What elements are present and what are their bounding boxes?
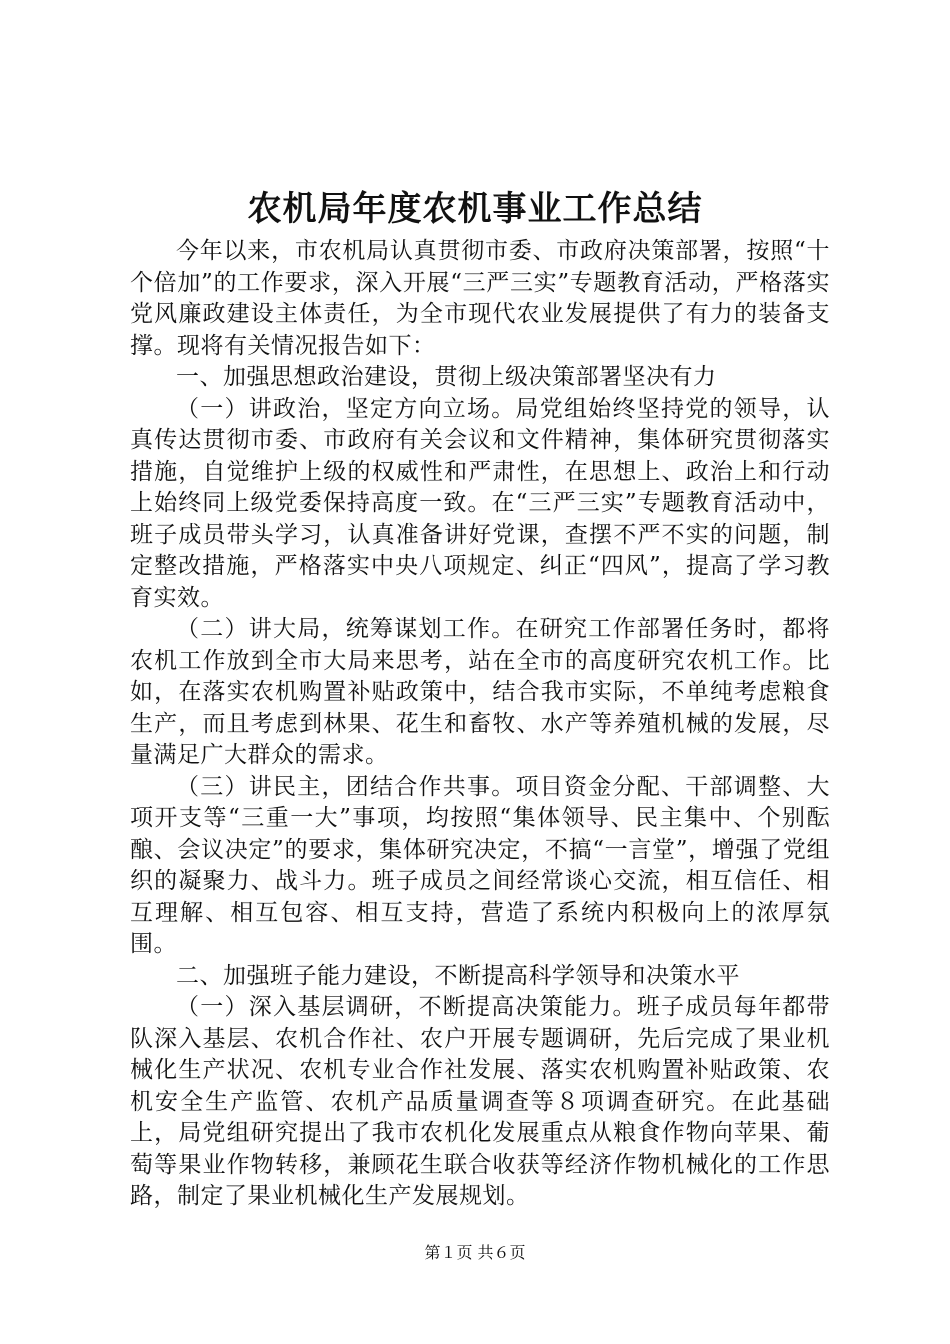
intro-paragraph: 今年以来，市农机局认真贯彻市委、市政府决策部署，按照“十个倍加”的工作要求，深入开展“三严三实”专题教育活动，严格落实党风廉政建设主体责任，为全市现代农业发展提供了有力的装备支撑。现将有关情况报告如下：	[130, 238, 830, 359]
paragraph-politics: （一）讲政治，坚定方向立场。局党组始终坚持党的领导，认真传达贯彻市委、市政府有关会议和文件精神，集体研究贯彻落实措施，自觉维护上级的权威性和严肃性，在思想上、政治上和行动上始终同上级党委保持高度一致。在“三严三实”专题教育活动中，班子成员带头学习，认真准备讲好党课，查摆不严不实的问题，制定整改措施，严格落实中央八项规定、纠正“四风”，提高了学习教育实效。	[130, 395, 830, 611]
paragraph-research: （一）深入基层调研，不断提高决策能力。班子成员每年都带队深入基层、农机合作社、农户开展专题调研，先后完成了果业机械化生产状况、农机专业合作社发展、落实农机购置补贴政策、农机安全生产监管、农机产品质量调查等８项调查研究。在此基础上，局党组研究提出了我市农机化发展重点从粮食作物向苹果、葡萄等果业作物转移，兼顾花生联合收获等经济作物机械化的工作思路，制定了果业机械化生产发展规划。	[130, 994, 830, 1209]
document-body	[130, 236, 830, 1213]
paragraph-democracy: （三）讲民主，团结合作共事。项目资金分配、干部调整、大项开支等“三重一大”事项，均按照“集体领导、民主集中、个别酝酿、会议决定”的要求，集体研究决定，不搞“一言堂”，增强了党组织的凝聚力、战斗力。班子成员之间经常谈心交流，相互信任、相互理解、相互包容、相互支持，营造了系统内积极向上的浓厚氛围。	[130, 773, 830, 957]
section-heading-2: 二、加强班子能力建设，不断提高科学领导和决策水平	[176, 962, 740, 989]
page-number-footer: 第１页 共６页	[424, 1243, 526, 1262]
paragraph-overall-situation: （二）讲大局，统筹谋划工作。在研究工作部署任务时，都将农机工作放到全市大局来思考，站在全市的高度研究农机工作。比如，在落实农机购置补贴政策中，结合我市实际，不单纯考虑粮食生产，而且考虑到林果、花生和畜牧、水产等养殖机械的发展，尽量满足广大群众的需求。	[130, 616, 830, 768]
document-title: 农机局年度农机事业工作总结	[247, 189, 703, 229]
section-heading-1: 一、加强思想政治建设，贯彻上级决策部署坚决有力	[176, 364, 717, 390]
